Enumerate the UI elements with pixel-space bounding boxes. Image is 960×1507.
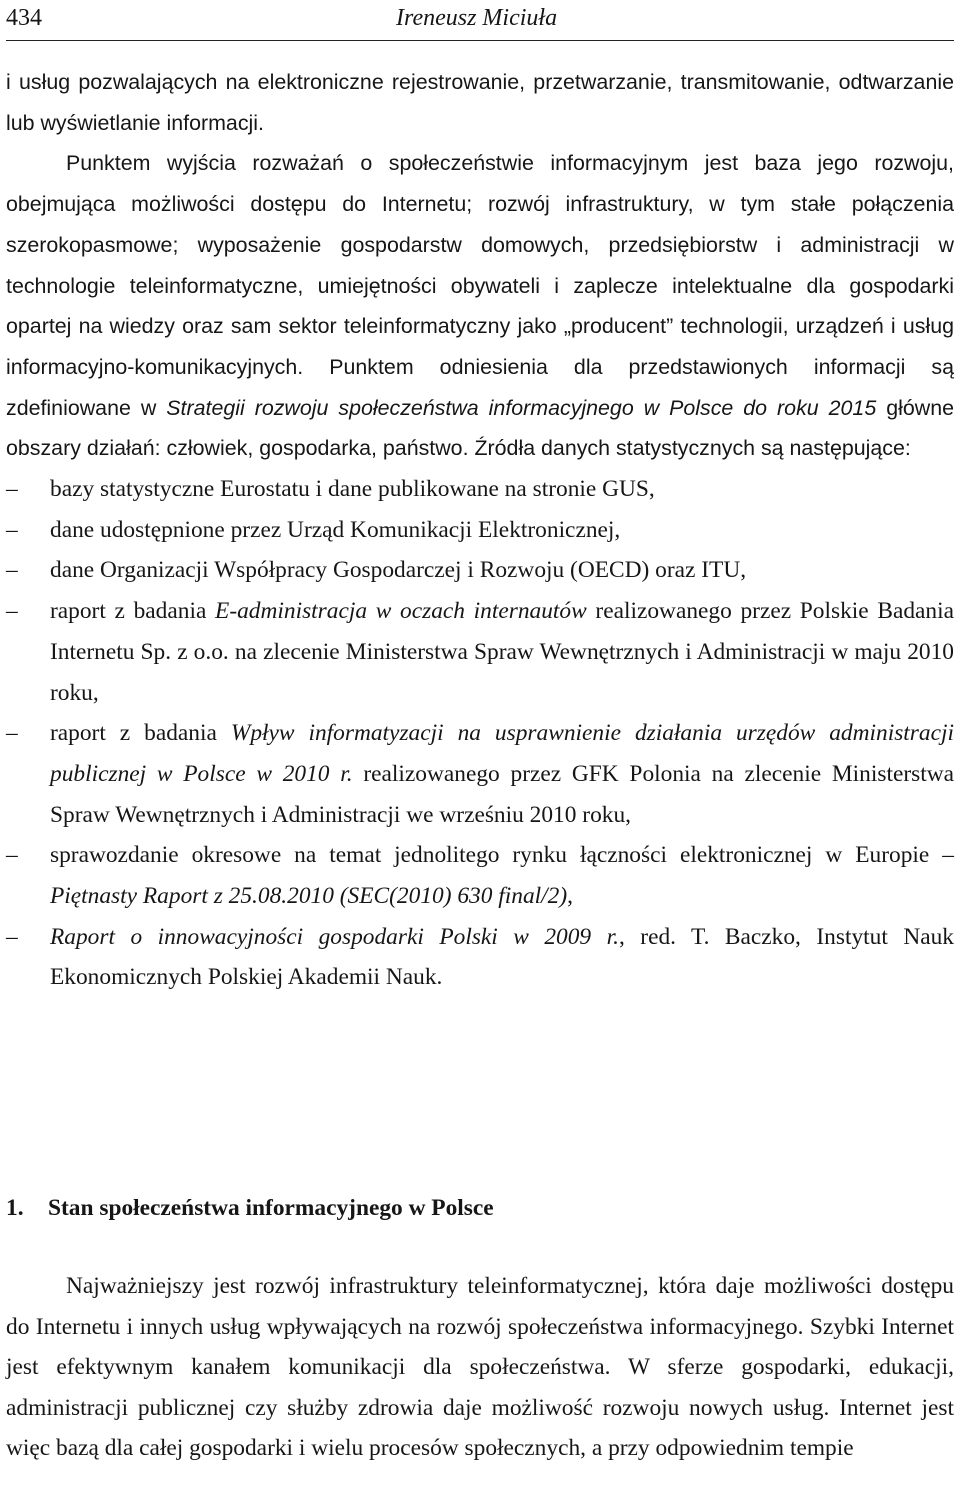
list-dash: – — [6, 557, 18, 584]
list-dash: – — [6, 923, 18, 950]
list-item — [6, 713, 954, 835]
main-text — [6, 62, 954, 998]
list-item — [6, 591, 954, 713]
list-item-text: sprawozdanie okresowe na temat jednolitego rynku łączności elektronicznej w Europie – — [50, 842, 954, 869]
list-dash: – — [6, 476, 18, 503]
list-dash: – — [6, 720, 18, 747]
list-item-text: raport z badania — [50, 598, 207, 625]
list-item — [6, 835, 954, 916]
list-item-text: dane Organizacji Współpracy Gospodarczej i Rozwoju (OECD) oraz ITU, — [50, 557, 747, 584]
list-item-text: realizowanego przez GFK Polonia na zlecenie Ministerstwa Spraw Wewnętrznych i Administracji we wrześniu 2010 roku, — [50, 760, 954, 828]
paragraph-text-after: główne obszary działań: człowiek, gospodarka, państwo. Źródła danych statystycznych są następujące: — [6, 395, 955, 461]
list-item-text: realizowanego przez Polskie Badania Internetu Sp. z o.o. na zlecenie Ministerstwa Spraw Wewnętrznych i Administracji w maju 2010 roku, — [50, 598, 954, 706]
page-number: 434 — [6, 5, 42, 31]
paragraph-information-society — [6, 143, 954, 469]
report-title: E-administracja w oczach internautów — [215, 598, 587, 625]
page-header — [6, 0, 954, 41]
list-item-text: , red. T. Baczko, Instytut Nauk Ekonomicznych Polskiej Akademii Nauk. — [50, 923, 954, 991]
list-item — [6, 469, 954, 510]
list-item — [6, 917, 954, 998]
report-title: Wpływ informatyzacji na usprawnienie działania urzędów administracji publicznej w Polsce w 2010 r. — [50, 720, 954, 787]
paragraph-text: Punktem wyjścia rozważań o społeczeństwie informacyjnym jest baza jego rozwoju, obejmująca możliwości dostępu do Internetu; rozwój infrastruktury, w tym stałe połączenia szerokopasmowe; wyposażenie gospodarstw domowych, przedsiębiorstw i administracji w technologie teleinformatyczne, umiejętności obywateli i zaplecze intelektualne dla gospodarki opartej na wiedzy oraz sam sektor teleinformatyczny jako „producent” technologii, urządzeń i usług informacyjno-komunikacyjnych. Punktem odniesienia dla przedstawionych informacji są zdefiniowane w — [6, 151, 954, 420]
section-number: 1. — [6, 1195, 24, 1221]
list-item — [6, 550, 954, 591]
paragraph-continued: i usług pozwalających na elektroniczne rejestrowanie, przetwarzanie, transmitowanie, odtwarzanie lub wyświetlanie informacji. — [6, 70, 954, 135]
section-heading — [6, 1190, 494, 1226]
report-title: Raport o innowacyjności gospodarki Polski w 2009 r. — [50, 923, 619, 950]
list-item-text: raport z badania — [50, 720, 217, 747]
list-dash: – — [6, 842, 18, 869]
list-item — [6, 510, 954, 551]
list-dash: – — [6, 598, 18, 625]
running-head-author: Ireneusz Miciuła — [396, 5, 558, 31]
section-paragraph: Najważniejszy jest rozwój infrastruktury teleinformatycznej, która daje możliwości dostępu do Internetu i innych usług wpływających na rozwój społeczeństwa informacyjnego. Szybki Internet jest efektywnym kanałem komunikacji dla społeczeństwa. W sferze gospodarki, edukacji, administracji publicznej czy służby zdrowia daje możliwość rozwoju nowych usług. Internet jest więc bazą dla całej gospodarki i wielu procesów społecznych, a przy odpowiednim tempie — [6, 1273, 954, 1462]
data-sources-list — [6, 469, 954, 998]
section-title: Stan społeczeństwa informacyjnego w Polsce — [48, 1195, 494, 1221]
list-dash: – — [6, 516, 18, 543]
list-item-text: bazy statystyczne Eurostatu i dane publikowane na stronie GUS, — [50, 476, 655, 503]
list-item-text: , — [567, 883, 574, 910]
list-item-text: dane udostępnione przez Urząd Komunikacji Elektronicznej, — [50, 516, 621, 543]
report-title: Piętnasty Raport z 25.08.2010 (SEC(2010) 630 final/2) — [50, 883, 568, 910]
strategy-title: Strategii rozwoju społeczeństwa informacyjnego w Polsce do roku 2015 — [166, 395, 877, 420]
